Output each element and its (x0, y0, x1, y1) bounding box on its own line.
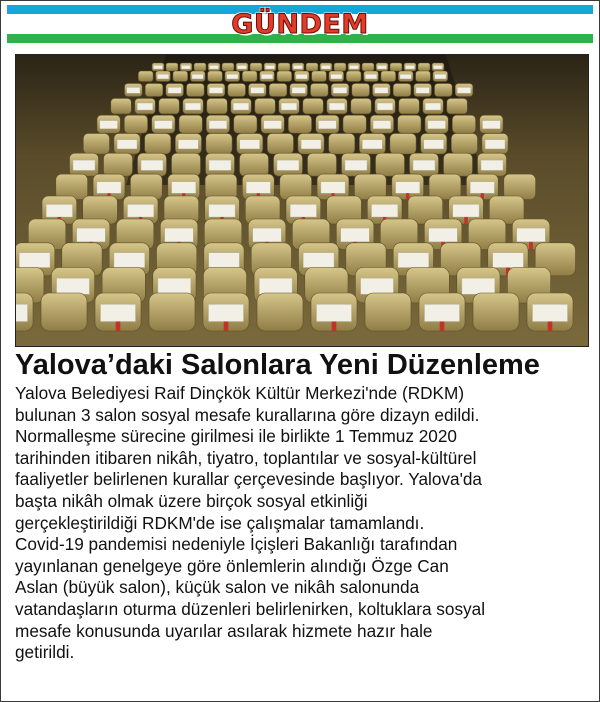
seat (416, 71, 431, 82)
distance-sign (349, 65, 358, 69)
distance-sign (165, 228, 194, 242)
distance-sign (372, 204, 398, 217)
warning-tape (529, 242, 533, 250)
distance-sign (192, 74, 203, 79)
seat (444, 153, 473, 176)
body-line: vatandaşların oturma düzenleri belirlenirken, koltuklara sosyal (15, 598, 486, 619)
distance-sign (155, 121, 173, 129)
seat (365, 293, 411, 331)
distance-sign (168, 87, 181, 93)
distance-sign (97, 182, 121, 194)
distance-sign (209, 121, 227, 129)
distance-sign (517, 228, 546, 242)
distance-sign (405, 65, 414, 69)
distance-sign (73, 160, 95, 170)
seat (255, 98, 275, 114)
distance-sign (265, 65, 274, 69)
body-line: Aslan (büyük salon), küçük salon ve nikâh salonunda (15, 577, 420, 598)
distance-sign (281, 103, 297, 110)
seat (452, 115, 475, 133)
distance-sign (246, 182, 270, 194)
distance-sign (251, 87, 264, 93)
seat (393, 84, 411, 97)
seat (362, 63, 374, 71)
seat (343, 115, 366, 133)
distance-sign (424, 140, 444, 149)
distance-sign (345, 160, 367, 170)
warning-tape (440, 322, 445, 332)
distance-sign (470, 182, 494, 194)
article-body (15, 383, 590, 664)
seat (187, 84, 205, 97)
article-headline: Yalova’daki Salonlara Yeni Düzenleme (15, 349, 540, 381)
seat (390, 134, 416, 155)
distance-sign (435, 74, 446, 79)
seat (303, 98, 324, 114)
distance-sign (433, 65, 442, 69)
distance-sign (453, 204, 479, 217)
distance-sign (462, 278, 495, 294)
distance-sign (141, 160, 163, 170)
warning-tape (548, 322, 553, 332)
seat (418, 63, 430, 71)
section-label: GÜNDEM (231, 9, 369, 40)
body-line: mesafe konusunda uyarılar asılarak hizmete hazır hale (15, 620, 433, 641)
distance-sign (209, 160, 231, 170)
seat (145, 84, 163, 97)
distance-sign (365, 74, 376, 79)
seat (399, 98, 420, 114)
distance-sign (101, 304, 136, 321)
distance-sign (240, 140, 260, 149)
seat (334, 63, 346, 71)
distance-sign (331, 74, 342, 79)
distance-sign (77, 228, 106, 242)
seat (381, 71, 396, 82)
body-line: yayınlanan genelgeye göre önlemlerin alındığı Özge Can (15, 555, 449, 576)
seat (145, 134, 171, 155)
seat (179, 115, 202, 133)
distance-sign (19, 253, 50, 268)
distance-sign (341, 228, 370, 242)
seat (242, 71, 257, 82)
seat (104, 153, 133, 176)
theater-seats-illustration (16, 55, 588, 346)
distance-sign (416, 87, 429, 93)
distance-sign (429, 228, 458, 242)
body-line: faaliyetler belirlenen kurallar çerçevesinde başlıyor. Yalova'da (15, 469, 482, 490)
distance-sign (261, 74, 272, 79)
seat (194, 63, 206, 71)
distance-sign (533, 304, 568, 321)
seat (376, 153, 405, 176)
seat (222, 63, 234, 71)
body-line: Yalova Belediyesi Raif Dinçkök Kültür Merkezi'nde (RDKM) (15, 383, 465, 403)
distance-sign (209, 204, 235, 217)
distance-sign (259, 278, 292, 294)
seat (111, 98, 132, 114)
distance-sign (457, 87, 470, 93)
distance-sign (296, 74, 307, 79)
seat (306, 63, 318, 71)
seat (138, 71, 153, 82)
distance-sign (46, 204, 72, 217)
seat (288, 115, 311, 133)
distance-sign (301, 140, 321, 149)
distance-sign (317, 304, 352, 321)
distance-sign (209, 304, 244, 321)
seat (352, 84, 370, 97)
distance-sign (153, 65, 162, 69)
distance-sign (396, 182, 420, 194)
seat (308, 153, 337, 176)
seat (390, 63, 402, 71)
distance-sign (398, 253, 429, 268)
seat (351, 98, 372, 114)
warning-tape (332, 322, 337, 332)
distance-sign (483, 121, 501, 129)
distance-sign (253, 228, 281, 242)
distance-sign (209, 253, 240, 268)
seat (240, 153, 269, 176)
distance-sign (413, 160, 435, 170)
seat (208, 71, 223, 82)
seat (269, 84, 287, 97)
distance-sign (16, 304, 28, 321)
distance-sign (277, 160, 299, 170)
distance-sign (237, 65, 246, 69)
seat (278, 63, 290, 71)
distance-sign (321, 182, 345, 194)
distance-sign (158, 278, 191, 294)
distance-sign (400, 74, 411, 79)
distance-sign (333, 87, 346, 93)
body-line: gerçekleştirildiği RDKM'de ise çalışmalar tamamlandı. (15, 512, 425, 533)
distance-sign (128, 204, 154, 217)
distance-sign (361, 278, 394, 294)
seat (312, 71, 327, 82)
distance-sign (375, 87, 388, 93)
seat (435, 84, 453, 97)
distance-sign (127, 87, 140, 93)
seat (166, 63, 178, 71)
distance-sign (117, 140, 137, 149)
distance-sign (292, 87, 305, 93)
seat (207, 98, 228, 114)
warning-tape (464, 217, 468, 224)
seat (250, 63, 262, 71)
seat (473, 293, 519, 331)
seat (447, 98, 468, 114)
distance-sign (227, 74, 238, 79)
seat (311, 84, 329, 97)
distance-sign (425, 103, 441, 110)
distance-sign (485, 140, 505, 149)
seat (41, 293, 87, 331)
body-line: tarihinden itibaren nikâh, tiyatro, toplantılar ve sosyal-kültürel (15, 447, 477, 468)
distance-sign (329, 103, 345, 110)
seat (398, 115, 421, 133)
seat (83, 134, 109, 155)
distance-sign (178, 140, 198, 149)
distance-sign (233, 103, 249, 110)
distance-sign (185, 103, 201, 110)
distance-sign (428, 121, 446, 129)
distance-sign (209, 87, 222, 93)
distance-sign (290, 204, 316, 217)
distance-sign (303, 253, 334, 268)
distance-sign (377, 103, 393, 110)
distance-sign (172, 182, 196, 194)
seat (124, 115, 147, 133)
seat (277, 71, 292, 82)
seat (346, 71, 361, 82)
seat (257, 293, 303, 331)
body-line: başta nikâh olmak üzere birçok sosyal etkinliği (15, 490, 368, 511)
seat (173, 71, 188, 82)
seat (159, 98, 180, 114)
seat (329, 134, 355, 155)
body-line: Covid-19 pandemisi nedeniyle İçişleri Bakanlığı tarafından (15, 534, 458, 555)
distance-sign (373, 121, 391, 129)
section-header-band (7, 5, 593, 43)
seat (267, 134, 293, 155)
distance-sign (362, 140, 382, 149)
distance-sign (157, 74, 168, 79)
distance-sign (264, 121, 282, 129)
seat (234, 115, 257, 133)
body-line: Normalleşme sürecine girilmesi ile birlikte 1 Temmuz 2020 (15, 426, 457, 447)
distance-sign (293, 65, 302, 69)
distance-sign (100, 121, 118, 129)
body-line: bulunan 3 salon sosyal mesafe kurallarına göre dizayn edildi. (15, 404, 480, 425)
distance-sign (321, 65, 330, 69)
article-photo (15, 54, 589, 347)
distance-sign (209, 65, 218, 69)
distance-sign (493, 253, 524, 268)
distance-sign (181, 65, 190, 69)
body-line: getirildi. (15, 642, 75, 663)
seat (228, 84, 246, 97)
seat (206, 134, 232, 155)
distance-sign (114, 253, 145, 268)
distance-sign (319, 121, 337, 129)
seat (149, 293, 195, 331)
distance-sign (137, 103, 153, 110)
warning-tape (116, 322, 121, 332)
distance-sign (481, 160, 503, 170)
seat (172, 153, 201, 176)
distance-sign (377, 65, 386, 69)
seat (451, 134, 477, 155)
distance-sign (57, 278, 90, 294)
warning-tape (224, 322, 229, 332)
distance-sign (425, 304, 460, 321)
